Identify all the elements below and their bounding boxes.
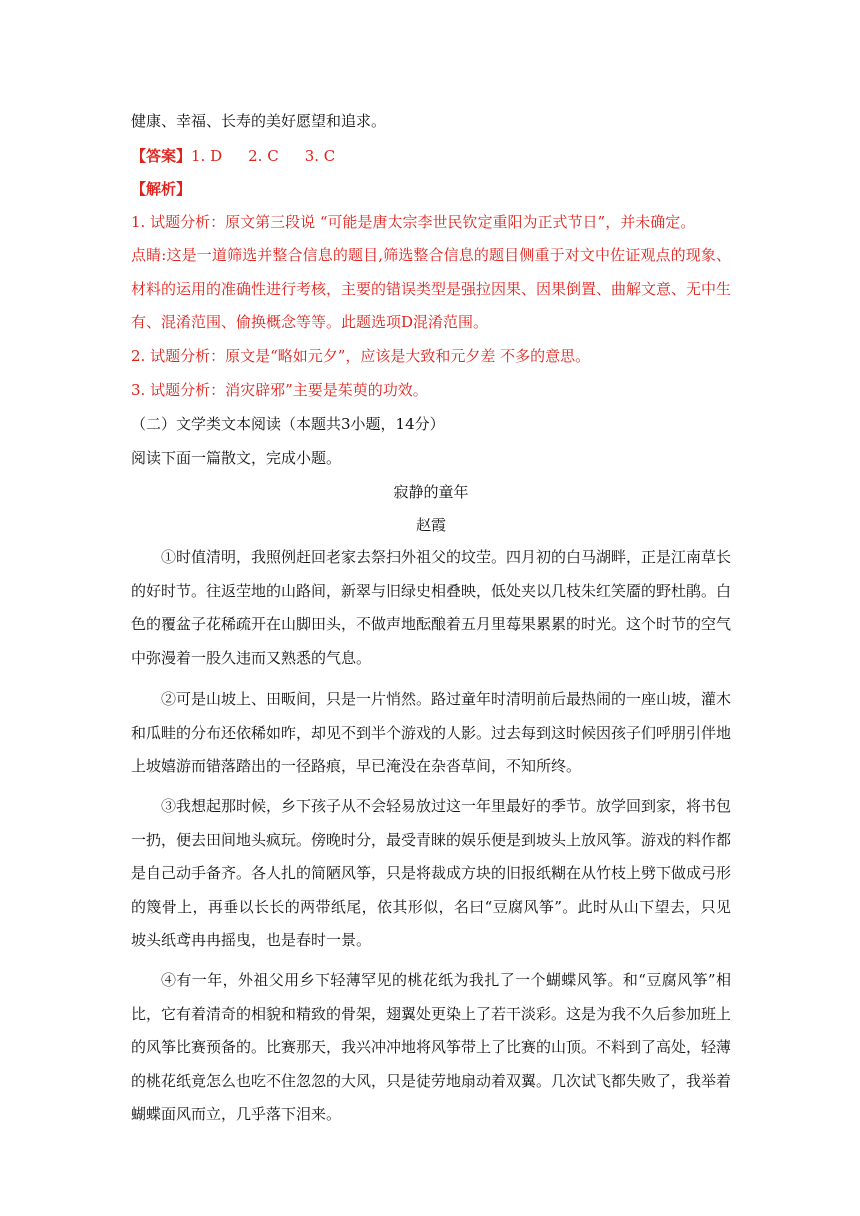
essay-paragraph-1: ①时值清明，我照例赶回老家去祭扫外祖父的坟茔。四月初的白马湖畔，正是江南草长的好时节。往返茔地的山路间，新翠与旧绿史相叠映，低处夹以几枝朱红笑靥的野杜鹃。白色的覆盆子花稀疏开在山脚田头，不做声地酝酿着五月里莓果累累的时光。这个时节的空气中弥漫着一股久违而又熟悉的气息。 (131, 548, 732, 667)
intro-line: 健康、幸福、长寿的美好愿望和追求。 (131, 112, 387, 130)
essay-title: 寂静的童年 (393, 483, 469, 501)
essay-paragraph-3: ③我想起那时候，乡下孩子从不会轻易放过这一年里最好的季节。放学回到家，将书包一扔，便去田间地头疯玩。傍晚时分，最受青睐的娱乐便是到坡头上放风筝。游戏的料作都是自己动手备齐。各人扎的简陋风筝，只是将裁成方块的旧报纸糊在从竹枝上劈下做成弓形的篾骨上，再垂以长长的两带纸尾，依其形似，名曰“豆腐风筝”。此时从山下望去，只见坡头纸鸢冉冉摇曳，也是春时一景。 (131, 797, 732, 949)
analysis-q1: 1. 试题分析：原文第三段说 “可能是唐太宗李世民钦定重阳为正式节日”，并未确定。 (131, 213, 696, 231)
essay-paragraph-4: ④有一年，外祖父用乡下轻薄罕见的桃花纸为我扎了一个蝴蝶风筝。和“豆腐风筝”相比，它有着清奇的相貌和精致的骨架，翅翼处更染上了若干淡彩。这是为我不久后参加班上的风筝比赛预备的。比赛那天，我兴冲冲地将风筝带上了比赛的山顶。不料到了高处，轻薄的桃花纸竟怎么也吃不住忽忽的大风，只是徒劳地扇动着双翼。几次试飞都失败了，我举着蝴蝶面风而立，几乎落下泪来。 (131, 971, 732, 1123)
answer-line (131, 145, 731, 167)
answer-item: 2. C (248, 147, 279, 165)
instruction: 阅读下面一篇散文，完成小题。 (131, 449, 342, 467)
analysis-q3: 3. 试题分析：消灾辟邪”主要是茱萸的功效。 (131, 381, 428, 399)
answer-item: 1. D (191, 147, 223, 165)
essay-paragraph-2: ②可是山坡上、田畈间，只是一片悄然。路过童年时清明前后最热闹的一座山坡，灌木和瓜畦的分布还依稀如昨，却见不到半个游戏的人影。过去每到这时候因孩子们呼朋引伴地上坡嬉游而错落踏出的一径路痕，早已淹没在杂沓草间，不知所终。 (131, 690, 732, 775)
answer-label: 【答案】 (131, 147, 192, 165)
analysis-q1-note: 点睛:这是一道筛选并整合信息的题目,筛选整合信息的题目侧重于对文中佐证观点的现象、材料的运用的准确性进行考核，主要的错误类型是强拉因果、因果倒置、曲解文意、无中生有、混淆范围、偷换概念等等。此题选项D混淆范围。 (131, 246, 732, 331)
answer-item: 3. C (304, 147, 336, 165)
essay-author: 赵霞 (415, 516, 446, 534)
section-heading: （二）文学类文本阅读（本题共3小题，14分） (131, 415, 445, 433)
analysis-q2: 2. 试题分析：原文是“略如元夕”，应该是大致和元夕差 不多的意思。 (131, 347, 591, 365)
analysis-label: 【解析】 (131, 180, 192, 198)
